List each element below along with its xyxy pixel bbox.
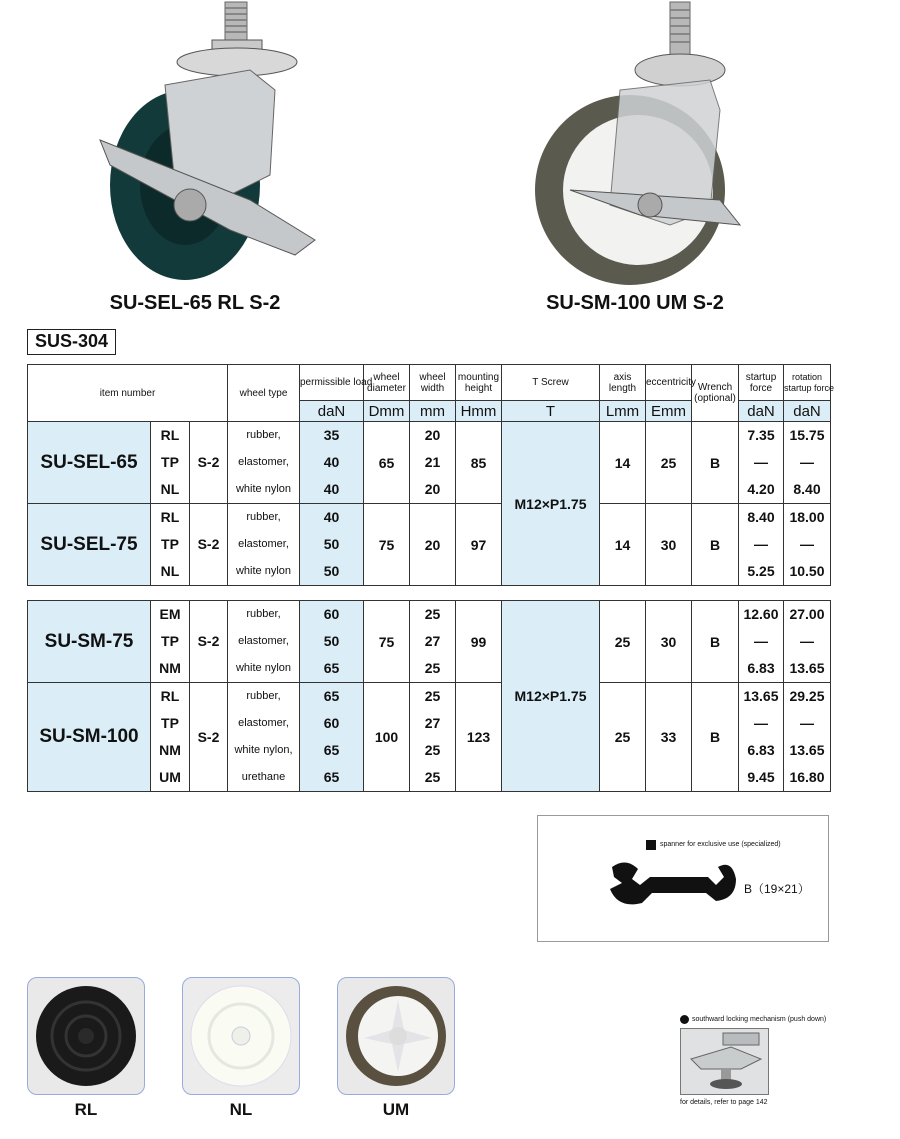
t-screw: M12×P1.75 — [502, 601, 600, 792]
locking-photo — [680, 1028, 769, 1095]
mounting-height: 123 — [456, 683, 502, 792]
wheel-label-um: UM — [382, 1100, 410, 1119]
caption-su-sel-65: SU-SEL-65 RL S-2 — [109, 292, 281, 314]
unit-wheel-diameter: Dmm — [364, 401, 410, 422]
header-item-number: item number — [28, 365, 228, 422]
wheel-diameter: 65 — [364, 422, 410, 504]
wheel-width-list: 20 21 20 — [410, 422, 456, 504]
wrench: B — [692, 504, 739, 586]
spec-table-sm — [27, 600, 831, 792]
wheel-thumb-nl — [182, 977, 300, 1095]
rubber-wheel-icon — [28, 978, 144, 1094]
code-list: RL TP NL — [151, 504, 190, 586]
wrench: B — [692, 683, 739, 792]
mounting-height: 85 — [456, 422, 502, 504]
code-list: RL TP NL — [151, 422, 190, 504]
nylon-wheel-icon — [183, 978, 299, 1094]
eccentricity: 30 — [646, 601, 692, 683]
axis-length: 25 — [600, 601, 646, 683]
header-startup-force: startup force — [739, 365, 784, 401]
model-name: SU-SM-75 — [28, 601, 151, 683]
table-row — [28, 683, 831, 792]
header-eccentricity: eccentricity — [646, 365, 692, 401]
wheel-type-list: rubber, elastomer, white nylon, urethane — [228, 683, 300, 792]
wheel-width: 20 — [410, 504, 456, 586]
header-permissible-load: permissible load — [300, 365, 364, 401]
material-badge: SUS-304 — [27, 329, 116, 355]
unit-mounting-height: Hmm — [456, 401, 502, 422]
caster-photo-su-sm-100 — [520, 0, 760, 285]
load-list: 40 50 50 — [300, 504, 364, 586]
unit-startup-force: daN — [739, 401, 784, 422]
spec-table-sel — [27, 364, 835, 586]
unit-rotation-startup-force: daN — [784, 401, 831, 422]
table-row — [28, 422, 831, 504]
spanner-label: B（19×21） — [744, 882, 810, 896]
suffix: S-2 — [190, 683, 228, 792]
model-name: SU-SEL-75 — [28, 504, 151, 586]
unit-wheel-width: mm — [410, 401, 456, 422]
wheel-width-list: 25 27 25 25 — [410, 683, 456, 792]
suffix: S-2 — [190, 601, 228, 683]
table-row — [28, 601, 831, 683]
rotation-force-list: 29.25 — 13.65 16.80 — [784, 683, 831, 792]
suffix: S-2 — [190, 504, 228, 586]
square-bullet-icon — [646, 840, 656, 850]
wheel-type-list: rubber, elastomer, white nylon — [228, 504, 300, 586]
header-wrench: Wrench (optional) — [692, 365, 739, 422]
rotation-force-list: 18.00 — 10.50 — [784, 504, 831, 586]
wheel-thumb-um — [337, 977, 455, 1095]
unit-permissible-load: daN — [300, 401, 364, 422]
axis-length: 14 — [600, 504, 646, 586]
header-rotation-startup-force: rotation startup force — [784, 365, 831, 401]
model-name: SU-SM-100 — [28, 683, 151, 792]
load-list: 60 50 65 — [300, 601, 364, 683]
model-name: SU-SEL-65 — [28, 422, 151, 504]
wrench: B — [692, 422, 739, 504]
wheel-diameter: 75 — [364, 504, 410, 586]
wheel-width-list: 25 27 25 — [410, 601, 456, 683]
header-t-screw: T Screw — [502, 365, 600, 401]
eccentricity: 30 — [646, 504, 692, 586]
wheel-diameter: 100 — [364, 683, 410, 792]
code-list: RL TP NM UM — [151, 683, 190, 792]
locking-caster-icon — [681, 1029, 768, 1094]
locking-title: southward locking mechanism (push down) — [692, 1016, 827, 1023]
wheel-type-list: rubber, elastomer, white nylon — [228, 601, 300, 683]
wheel-type-list: rubber, elastomer, white nylon — [228, 422, 300, 504]
unit-t-screw: T — [502, 401, 600, 422]
wheel-label-nl: NL — [229, 1100, 253, 1119]
table-row — [28, 504, 831, 586]
eccentricity: 25 — [646, 422, 692, 504]
unit-eccentricity: Emm — [646, 401, 692, 422]
load-list: 35 40 40 — [300, 422, 364, 504]
header-mounting-height: mounting height — [456, 365, 502, 401]
round-bullet-icon — [680, 1015, 689, 1024]
eccentricity: 33 — [646, 683, 692, 792]
axis-length: 25 — [600, 683, 646, 792]
header-axis-length: axis length — [600, 365, 646, 401]
header-wheel-width: wheel width — [410, 365, 456, 401]
wrench: B — [692, 601, 739, 683]
rotation-force-list: 15.75 — 8.40 — [784, 422, 831, 504]
spanner-box — [537, 815, 829, 942]
spanner-icon — [608, 861, 738, 911]
startup-force-list: 7.35 — 4.20 — [739, 422, 784, 504]
axis-length: 14 — [600, 422, 646, 504]
wheel-thumb-rl — [27, 977, 145, 1095]
wheel-diameter: 75 — [364, 601, 410, 683]
startup-force-list: 12.60 — 6.83 — [739, 601, 784, 683]
t-screw: M12×P1.75 — [502, 422, 600, 586]
code-list: EM TP NM — [151, 601, 190, 683]
unit-axis-length: Lmm — [600, 401, 646, 422]
caption-su-sm-100: SU-SM-100 UM S-2 — [546, 292, 724, 314]
urethane-wheel-icon — [338, 978, 454, 1094]
suffix: S-2 — [190, 422, 228, 504]
mounting-height: 99 — [456, 601, 502, 683]
caster-photo-su-sel-65 — [80, 0, 330, 285]
spanner-note: spanner for exclusive use (specialized) — [660, 841, 781, 848]
header-wheel-diameter: wheel diameter — [364, 365, 410, 401]
startup-force-list: 13.65 — 6.83 9.45 — [739, 683, 784, 792]
startup-force-list: 8.40 — 5.25 — [739, 504, 784, 586]
wheel-label-rl: RL — [74, 1100, 98, 1119]
rotation-force-list: 27.00 — 13.65 — [784, 601, 831, 683]
mounting-height: 97 — [456, 504, 502, 586]
load-list: 65 60 65 65 — [300, 683, 364, 792]
header-wheel-type: wheel type — [228, 365, 300, 422]
locking-note: for details, refer to page 142 — [680, 1099, 768, 1106]
